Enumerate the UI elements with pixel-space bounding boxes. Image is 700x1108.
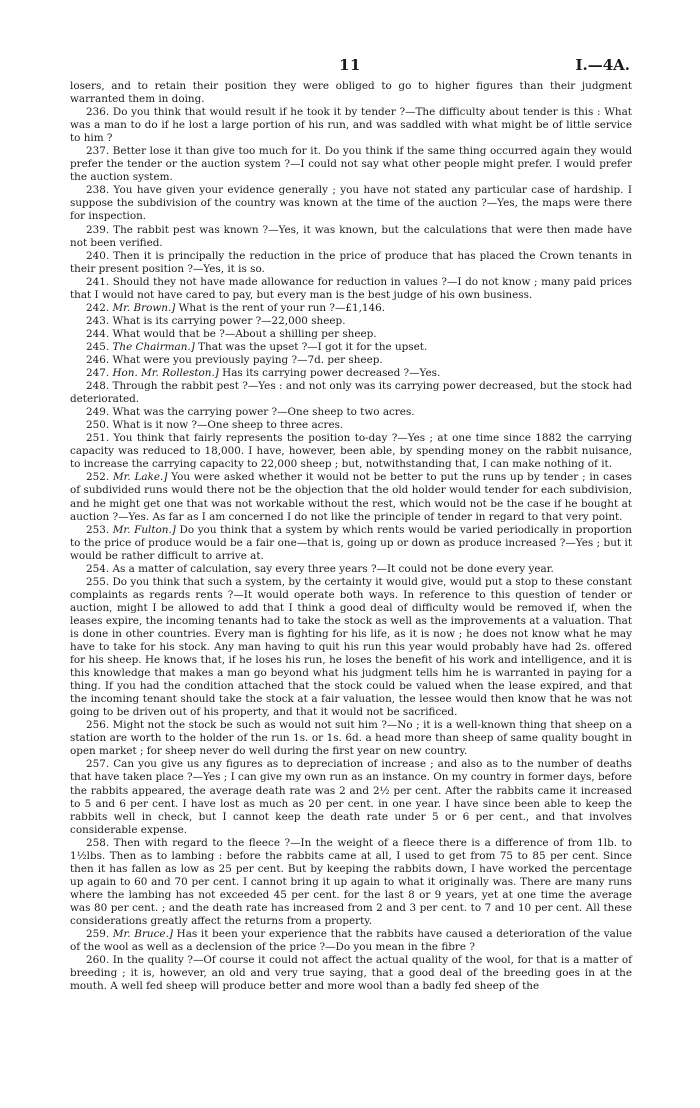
paragraph-text: Has it been your experience that the rabbits have caused a deterioration of the value of the wool as well as a declension of the price ?—Do you mean in the fibre ?: [70, 928, 632, 954]
paragraph-text: That was the upset ?—I got it for the upset.: [198, 340, 428, 353]
question-paragraph: [70, 576, 632, 720]
question-number: 247.: [86, 367, 110, 380]
evidence-text: [70, 80, 632, 993]
question-paragraph: [70, 328, 632, 341]
paragraph-text: What were you previously paying ?—7d. per sheep.: [112, 353, 383, 366]
paragraph-text: Through the rabbit pest ?—Yes : and not only was its carrying power decreased, but the stock had deteriorated.: [70, 380, 632, 406]
question-paragraph: [70, 954, 632, 993]
question-paragraph: [70, 315, 632, 328]
paragraph-text: You think that fairly represents the position to-day ?—Yes ; at one time since 1882 the carrying capacity was reduced to 18,000. I have, however, been able, by spending money on the rabbit nuisance, to increase the carrying capacity to 22,000 sheep ; but, notwithstanding that, I can make nothing of it.: [70, 432, 632, 471]
paragraph-text: You were asked whether it would not be better to put the runs up by tender ; in cases of subdivided runs would there not be the objection that the old holder would tender for each subdivision, and he might get one that was not workable without the rest, which would not be the case if he bought at auction ?—Yes. As far as I am concerned I do not like the principle of tender in regard to that very point.: [70, 471, 632, 523]
question-number: 251.: [86, 432, 110, 445]
question-number: 241.: [86, 275, 110, 288]
question-number: 254.: [86, 562, 110, 575]
question-paragraph: [70, 106, 632, 145]
paragraph-text: What was the carrying power ?—One sheep to two acres.: [112, 406, 415, 419]
paragraph-text: What would that be ?—About a shilling per sheep.: [112, 327, 377, 340]
paragraph-text: What is its carrying power ?—22,000 sheep.: [112, 314, 346, 327]
question-number: 257.: [86, 758, 110, 771]
question-number: 246.: [86, 353, 110, 366]
speaker-name: The Chairman.]: [112, 340, 195, 353]
question-paragraph: [70, 432, 632, 471]
question-paragraph: [70, 184, 632, 223]
question-paragraph: [70, 341, 632, 354]
question-number: 255.: [86, 575, 110, 588]
paragraph-text: Better lose it than give too much for it. Do you think if the same thing occurred again they would prefer the tender or the auction system ?—I could not say what other people might prefer. I would prefer the auction system.: [70, 145, 632, 184]
paragraph-text: Has its carrying power decreased ?—Yes.: [222, 367, 441, 380]
speaker-name: Hon. Mr. Rolleston.]: [112, 367, 219, 380]
question-number: 244.: [86, 327, 110, 340]
question-number: 245.: [86, 340, 110, 353]
question-number: 236.: [86, 106, 110, 119]
question-number: 237.: [86, 145, 110, 158]
speaker-name: Mr. Lake.]: [112, 471, 168, 484]
question-number: 252.: [86, 471, 110, 484]
paragraph-text: The rabbit pest was known ?—Yes, it was known, but the calculations that were then made have not been verified.: [70, 223, 632, 249]
question-paragraph: [70, 837, 632, 928]
paragraph-text: What is it now ?—One sheep to three acres.: [112, 419, 344, 432]
question-paragraph: [70, 419, 632, 432]
question-paragraph: [70, 719, 632, 758]
paragraph-text: You have given your evidence generally ; you have not stated any particular case of hardship. I suppose the subdivision of the country was known at the time of the auction ?—Yes, the maps were there for inspection.: [70, 184, 632, 223]
question-number: 250.: [86, 419, 110, 432]
speaker-name: Mr. Brown.]: [112, 301, 176, 314]
page-number: 11: [339, 56, 361, 74]
paragraph-text: Can you give us any figures as to depreciation of increase ; and also as to the number of deaths that have taken place ?—Yes ; I can give my own run as an instance. On my country in former days, before the rabbits appeared, the average death rate was 2 and 2½ per cent. After the rabbits came it increased to 5 and 6 per cent. I have lost as much as 20 per cent. in one year. I have since been able to keep the rabbits well in check, but I cannot keep the death rate under 5 or 6 per cent., and that involves considerable expense.: [70, 758, 632, 836]
question-paragraph: [70, 302, 632, 315]
question-paragraph: [70, 758, 632, 836]
paragraph-text: Do you think that a system by which rents would be varied periodically in proportion to the price of produce would be a fair one—that is, going up or down as produce increased ?—Yes ; but it would be rather difficult to arrive at.: [70, 523, 632, 562]
question-paragraph: [70, 471, 632, 523]
paragraph-text: As a matter of calculation, say every three years ?—It could not be done every year.: [112, 562, 554, 575]
question-number: 256.: [86, 719, 110, 732]
question-paragraph: [70, 524, 632, 563]
question-paragraph: [70, 224, 632, 250]
question-paragraph: [70, 563, 632, 576]
question-paragraph: [70, 80, 632, 106]
paragraph-text: In the quality ?—Of course it could not affect the actual quality of the wool, for that is a matter of breeding ; it is, however, an old and very true saying, that a good deal of the breeding goes in at the mouth. A well fed sheep will produce better and more wool than a badly fed sheep of the: [70, 954, 632, 993]
question-number: 248.: [86, 380, 110, 393]
paragraph-text: Should they not have made allowance for reduction in values ?—I do not know ; many paid prices that I would not have cared to pay, but every man is the best judge of his own business.: [70, 275, 632, 301]
question-paragraph: [70, 928, 632, 954]
question-number: 253.: [86, 523, 110, 536]
question-paragraph: [70, 406, 632, 419]
paragraph-text: Do you think that such a system, by the certainty it would give, would put a stop to these constant complaints as regards rents ?—It would operate both ways. In reference to this question of tender or auction, might I be allowed to add that I think a good deal of difficulty would be removed if, when the leases expire, the incoming tenants had to take the stock as well as the improvements at a valuation. That is done in other countries. Every man is fighting for his life, as it is now ; he does not know what he may have to take for his stock. Any man having to quit his run this year would probably have had 2s. offered for his sheep. He knows that, if he loses his run, he loses the benefit of his work and intelligence, and it is this knowledge that makes a man go beyond what his judgment tells him he is warranted in paying for a thing. If you had the condition attached that the stock could be valued when the lease expired, and that the incoming tenant should take the stock at a fair valuation, the lessee would then know that he was not going to be driven out of his property, and that it would not be sacrificed.: [70, 575, 632, 719]
question-number: 238.: [86, 184, 110, 197]
question-number: 239.: [86, 223, 110, 236]
question-paragraph: [70, 367, 632, 380]
question-number: 259.: [86, 928, 110, 941]
paragraph-text: losers, and to retain their position they were obliged to go to higher figures than their judgment warranted them in doing.: [70, 80, 632, 106]
paragraph-text: Do you think that would result if he took it by tender ?—The difficulty about tender is this : What was a man to do if he lost a large portion of his run, and was saddled with what might be of little service to him ?: [70, 106, 632, 145]
question-number: 242.: [86, 301, 110, 314]
speaker-name: Mr. Bruce.]: [112, 928, 173, 941]
question-number: 258.: [86, 836, 110, 849]
question-number: 260.: [86, 954, 110, 967]
question-paragraph: [70, 250, 632, 276]
question-paragraph: [70, 145, 632, 184]
question-paragraph: [70, 276, 632, 302]
speaker-name: Mr. Fulton.]: [112, 523, 176, 536]
question-number: 249.: [86, 406, 110, 419]
question-paragraph: [70, 354, 632, 367]
document-reference: I.—4A.: [575, 56, 630, 74]
question-number: 243.: [86, 314, 110, 327]
paragraph-text: What is the rent of your run ?—£1,146.: [178, 301, 386, 314]
paragraph-text: Might not the stock be such as would not suit him ?—No ; it is a well-known thing that sheep on a station are worth to the holder of the run 1s. or 1s. 6d. a head more than sheep of same quality bought in open market ; for sheep never do well during the first year on new country.: [70, 719, 632, 758]
question-paragraph: [70, 380, 632, 406]
question-number: 240.: [86, 249, 110, 262]
paragraph-text: Then with regard to the fleece ?—In the weight of a fleece there is a difference of from 1lb. to 1½lbs. Then as to lambing : before the rabbits came at all, I used to get from 75 to 85 per cent. Since then it has fallen as low as 25 per cent. But by keeping the rabbits down, I have worked the percentage up again to 60 and 70 per cent. I cannot bring it up again to what it originally was. There are many runs where the lambing has not exceeded 45 per cent. for the last 8 or 9 years, yet at one time the average was 80 per cent. ; and the death rate has increased from 2 and 3 per cent. to 7 and 10 per cent. All these considerations greatly affect the returns from a property.: [70, 836, 632, 927]
paragraph-text: Then it is principally the reduction in the price of produce that has placed the Crown tenants in their present position ?—Yes, it is so.: [70, 249, 632, 275]
